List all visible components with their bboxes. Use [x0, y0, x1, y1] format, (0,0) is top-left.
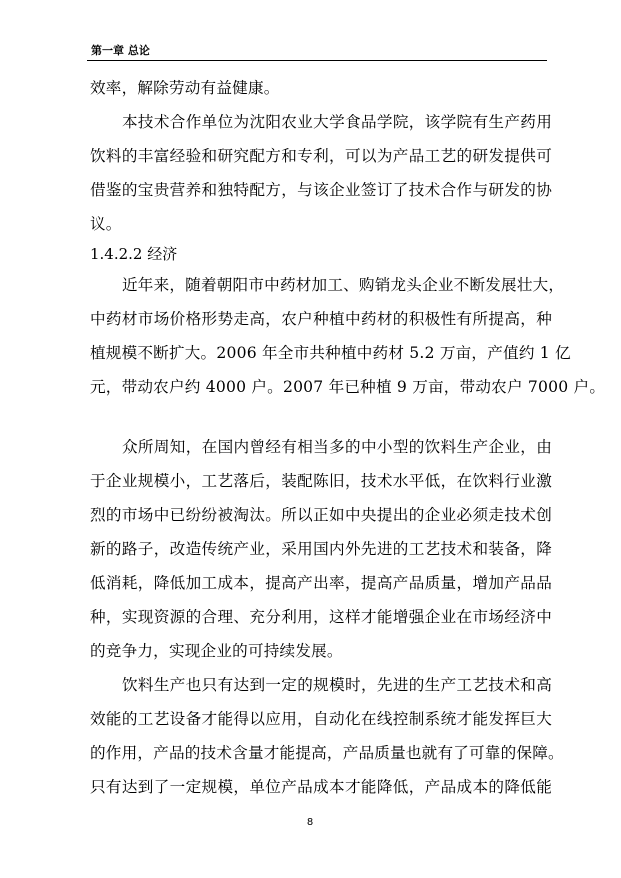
paragraph-line: 植规模不断扩大。2006 年全市共种植中药材 5.2 万亩，产值约 1 亿 — [90, 344, 571, 362]
paragraph-line: 烈的市场中已纷纷被淘汰。所以正如中央提出的企业必须走技术创 — [90, 506, 552, 524]
paragraph-line: 于企业规模小，工艺落后，装配陈旧，技术水平低，在饮料行业激 — [90, 472, 552, 490]
paragraph-line: 众所周知，在国内曾经有相当多的中小型的饮料生产企业，由 — [122, 438, 552, 456]
paragraph-line: 借鉴的宝贵营养和独特配方，与该企业签订了技术合作与研发的协 — [90, 181, 552, 199]
page-header — [87, 40, 547, 61]
paragraph-line: 效能的工艺设备才能得以应用，自动化在线控制系统才能发挥巨大 — [90, 710, 552, 728]
paragraph-line: 效率，解除劳动有益健康。 — [90, 79, 280, 97]
paragraph-line: 议。 — [90, 215, 122, 233]
paragraph-line: 的竞争力，实现企业的可持续发展。 — [90, 642, 343, 660]
chapter-title: 第一章 总论 — [91, 44, 150, 57]
paragraph-line: 低消耗，降低加工成本，提高产出率，提高产品质量，增加产品品 — [90, 574, 552, 592]
paragraph-line: 新的路子，改造传统产业，采用国内外先进的工艺技术和装备，降 — [90, 540, 552, 558]
paragraph-line: 的作用，产品的技术含量才能提高，产品质量也就有了可靠的保障。 — [90, 744, 564, 762]
paragraph-line: 本技术合作单位为沈阳农业大学食品学院，该学院有生产药用 — [122, 113, 552, 131]
paragraph-line: 只有达到了一定规模，单位产品成本才能降低，产品成本的降低能 — [90, 778, 552, 796]
paragraph-line: 中药材市场价格形势走高，农户种植中药材的积极性有所提高，种 — [90, 310, 552, 328]
section-heading: 1.4.2.2 经济 — [90, 245, 178, 263]
paragraph-line: 饮料的丰富经验和研究配方和专利，可以为产品工艺的研发提供可 — [90, 147, 552, 165]
page-number: 8 — [306, 817, 314, 828]
paragraph-line: 饮料生产也只有达到一定的规模时，先进的生产工艺技术和高 — [122, 676, 552, 694]
paragraph-line: 元，带动农户约 4000 户。2007 年已种植 9 万亩，带动农户 7000 户。 — [90, 378, 606, 396]
paragraph-line: 种，实现资源的合理、充分利用，这样才能增强企业在市场经济中 — [90, 608, 552, 626]
paragraph-line: 近年来，随着朝阳市中药材加工、购销龙头企业不断发展壮大， — [122, 276, 565, 294]
